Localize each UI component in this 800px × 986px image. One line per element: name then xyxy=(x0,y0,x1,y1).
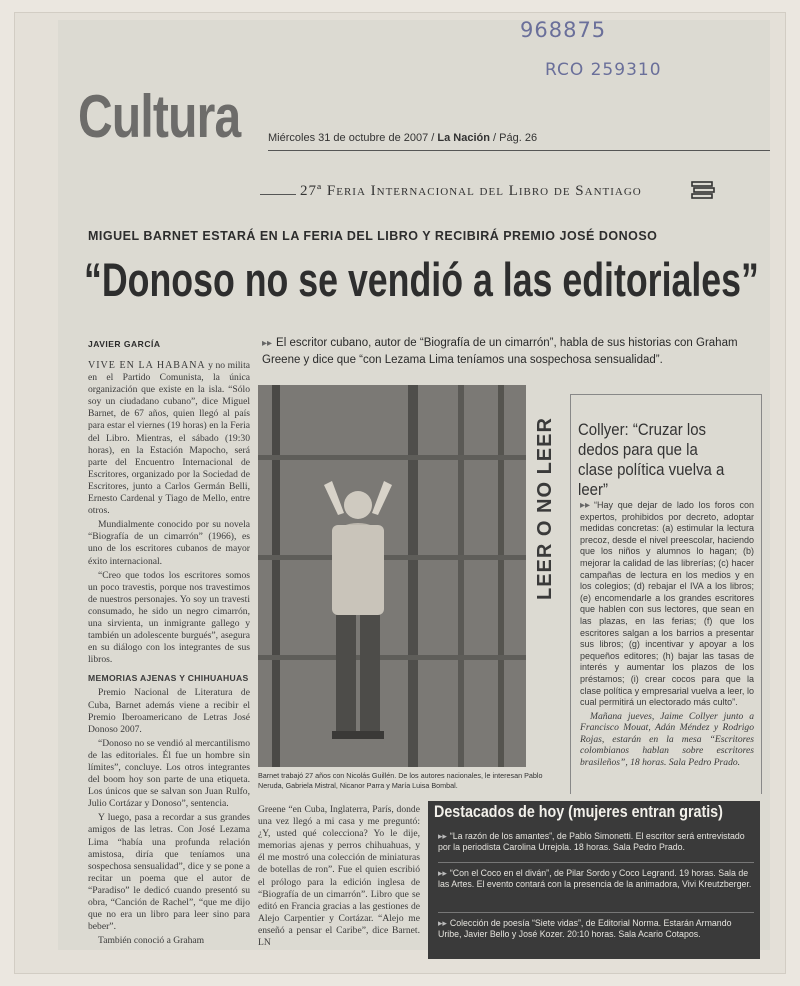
paragraph: Mundialmente conocido por su novela “Biografía de un cimarrón” (1966), es uno de los escritores cubanos de mayor éxito internacional. xyxy=(88,519,250,567)
photo-illustration xyxy=(258,385,526,767)
paragraph: ▸▸ “Hay que dejar de lado los foros con expertos, prohibidos por decreto, adoptar medidas concretas: (a) estimular la lectura precoz, desde el nivel preescolar, haciendo que los niños y alumnos lo hagan; (b) mejorar la calidad de las librerías; (c) hacer campañas de lectura en los medios y en los colegios; (d) rebajar el IVA a los libros; (e) encomendarle a los grandes escritores que hablen con sus lectores, que sean en las plazas, en las ferias; (f) que los escritores salgan a los barrios a presentar sus libros; (g) incentivar y apoyar a los pequeños editores; (h) bajar las tasas de interés y aumentar los plazos de los préstamos; (i) crear cocos para que la clase política y empresarial vuelva a leer, lo cual permitirá un electorado más culto”. xyxy=(580,500,754,708)
article-column-1 xyxy=(88,360,250,955)
subhead: MEMORIAS AJENAS Y CHIHUAHUAS xyxy=(88,673,249,684)
dateline: Miércoles 31 de octubre de 2007 / La Nación / Pág. 26 xyxy=(268,132,538,144)
arrow-icon: ▸▸ xyxy=(580,500,591,511)
paragraph: También conoció a Graham xyxy=(98,935,205,947)
divider xyxy=(438,912,754,913)
highlight-item: ▸▸ Colección de poesía “Siete vidas”, de Editorial Norma. Estarán Armando Uribe, Javier Bello y José Kozer. 20:10 horas. Sala Acario Cotapos. xyxy=(438,918,732,940)
photo-caption: Barnet trabajó 27 años con Nicolás Guillén. De los autores nacionales, le interesan Pablo Neruda, Gabriela Mistral, Nicanor Parra y María Luisa Bombal. xyxy=(258,771,543,790)
books-icon xyxy=(690,180,716,200)
paragraph: Y luego, pasa a recordar a sus grandes amigos de las letras. Con José Lezama Lima “había una profunda relación amistosa, diría que teníamos una sospechosa sensualidad”, dice y se pone a recitar un poema que el autor de “Paradiso” le dedicó cuando presentó su obra, “Canción de Rachel”, “que me dijo que no era un libro para leer sino para beber”. xyxy=(88,812,250,933)
author-photo xyxy=(258,385,526,767)
lead-caps: VIVE EN LA HABANA xyxy=(88,360,206,371)
paragraph: Premio Nacional de Literatura de Cuba, Barnet además viene a recibir el Premio Iberoamericano de Letras José Donoso 2007. xyxy=(88,687,250,735)
kicker: MIGUEL BARNET ESTARÁ EN LA FERIA DEL LIBRO Y RECIBIRÁ PREMIO JOSÉ DONOSO xyxy=(88,229,658,243)
lede-text: El escritor cubano, autor de “Biografía de un cimarrón”, habla de sus historias con Graham Greene y dice que “con Lezama Lima teníamos una sospechosa sensualidad”. xyxy=(262,337,738,366)
arrow-icon: ▸▸ xyxy=(262,338,273,349)
highlights-title: Destacados de hoy (mujeres entran gratis) xyxy=(434,802,723,821)
section-title: Cultura xyxy=(78,83,241,150)
arrow-icon: ▸▸ xyxy=(438,868,447,878)
headline: “Donoso no se vendió a las editoriales” xyxy=(84,253,759,306)
newspaper-name: La Nación xyxy=(437,132,490,144)
lede xyxy=(262,335,760,368)
arrow-icon: ▸▸ xyxy=(438,918,447,928)
feria-banner: 27ª Feria Internacional del Libro de Santiago xyxy=(300,183,642,199)
paragraph: “Creo que todos los escritores somos un poco travestis, porque nos travestimos de nuestros personajes. Yo soy un travesti consumado, he sido un negro cimarrón, una sirvienta, un inmigrante gallego y también un adolescente burgués”, asegura en su diálogo con los integrantes de sus libros. xyxy=(88,569,250,666)
masthead-rule xyxy=(268,150,770,151)
handwritten-number: 968875 xyxy=(520,18,607,42)
handwritten-code: RCO 259310 xyxy=(545,60,662,80)
arrow-icon: ▸▸ xyxy=(438,831,447,841)
highlight-item: ▸▸ “La razón de los amantes”, de Pablo Simonetti. El escritor será entrevistado por la periodista Carolina Urrejola. 18 horas. Sala Pedro Prado. xyxy=(438,831,745,853)
paragraph: VIVE EN LA HABANA y no milita en el Partido Comunista, la única organización que existe en la isla. “Sólo soy un ciudadano cubano”, dice Miguel Barnet, de 67 años, quien llegó al país para estar el viernes (19 horas) en la Feria del Libro. Mientras, el sábado (19:30 horas), en la Estación Mapocho, será parte del Encuentro Internacional de Escritores, organizado por la Sociedad de Escritores, junto a Carlos Germán Belli, Ernesto Cardenal y Tiago de Mello, entre otros. xyxy=(88,360,250,517)
date: Miércoles 31 de octubre de 2007 xyxy=(268,132,429,144)
paragraph: “Donoso no se vendió al mercantilismo de las editoriales. Él fue un hombre sin límites”, concluye. Los otros integrantes del boom hoy son parte de una etiqueta. Los únicos que se salvan son Juan Rulfo, Julio Cortázar y Donoso”, sentencia. xyxy=(88,737,250,810)
article-column-2 xyxy=(258,804,420,950)
sidebar-title: Collyer: “Cruzar los dedos para que la clase política vuelva a leer” xyxy=(578,420,725,499)
sidebar-vertical-label: LEER O NO LEER xyxy=(534,417,556,600)
highlight-item: ▸▸ “Con el Coco en el diván”, de Pilar Sordo y Coco Legrand. 19 horas. Sala de las Artes. El evento contará con la presencia de la animadora, Vivi Kreutzberger. xyxy=(438,868,752,890)
byline: JAVIER GARCÍA xyxy=(88,339,161,349)
divider xyxy=(438,862,754,863)
paragraph: Mañana jueves, Jaime Collyer junto a Francisco Mouat, Adán Méndez y Rodrigo Rojas, estarán en la mesa “Escritores colombianos hablan sobre escritores brasileños”, 18 horas. Sala Pedro Prado. xyxy=(580,710,754,769)
paragraph: Greene “en Cuba, Inglaterra, París, donde una vez llegó a mi casa y me preguntó: ¿Y, usted qué colecciona? Yo le dije, memorias ajenas y perros chihuahuas, y él me mostró una colección de miniaturas de botellas de ron”. Fue el quien escribió el prólogo para la edición inglesa de “Biografía de un cimarrón”. Libro que se editó en Francia gracias a las gestiones de Alejo Carpentier y Cortázar. “Alejo me enseñó a pensar el Caribe”, dice Barnet. LN xyxy=(258,804,420,949)
page-number: Pág. 26 xyxy=(499,132,538,144)
feria-rule xyxy=(260,194,296,195)
sidebar-body xyxy=(580,500,754,800)
